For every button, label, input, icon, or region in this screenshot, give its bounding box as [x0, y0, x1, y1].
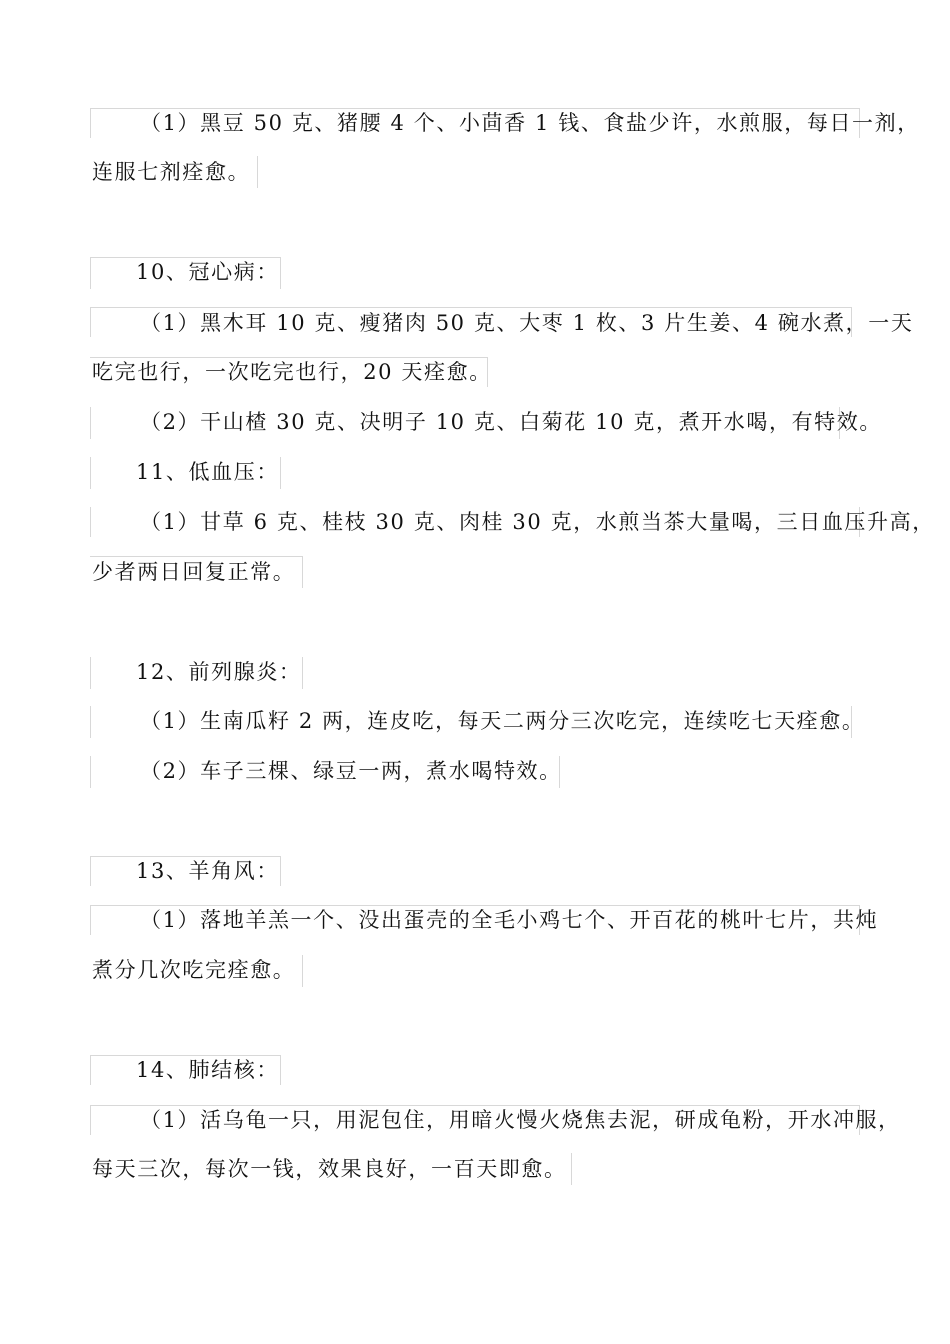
remedy-line-continued: 连服七剂痊愈。 — [92, 160, 251, 184]
remedy-line-continued: 少者两日回复正常。 — [92, 560, 296, 584]
section-heading: 14、肺结核： — [136, 1058, 279, 1082]
remedy-line: （1）落地羊羔一个、没出蛋壳的全毛小鸡七个、开百花的桃叶七片，共炖 — [140, 908, 879, 932]
remedy-line: （2）车子三棵、绿豆一两，煮水喝特效。 — [140, 759, 562, 783]
section-heading: 10、冠心病： — [136, 260, 279, 284]
remedy-line: （1）黑木耳 10 克、瘦猪肉 50 克、大枣 1 枚、3 片生姜、4 碗水煮，一天 — [140, 311, 914, 335]
remedy-line-continued: 吃完也行，一次吃完也行，20 天痊愈。 — [92, 360, 492, 384]
section-heading: 13、羊角风： — [136, 859, 279, 883]
section-heading: 12、前列腺炎： — [136, 660, 302, 684]
section-heading: 11、低血压： — [136, 460, 279, 484]
remedy-line-continued: 煮分几次吃完痊愈。 — [92, 958, 296, 982]
remedy-line-continued: 每天三次，每次一钱，效果良好，一百天即愈。 — [92, 1157, 567, 1181]
remedy-line: （2）干山楂 30 克、决明子 10 克、白菊花 10 克，煮开水喝，有特效。 — [140, 410, 882, 434]
remedy-line: （1）甘草 6 克、桂枝 30 克、肉桂 30 克，水煎当茶大量喝，三日血压升高， — [140, 510, 935, 534]
remedy-line: （1）生南瓜籽 2 两，连皮吃，每天二两分三次吃完，连续吃七天痊愈。 — [140, 709, 865, 733]
remedy-line: （1）黑豆 50 克、猪腰 4 个、小茴香 1 钱、食盐少许，水煎服，每日一剂， — [140, 111, 920, 135]
remedy-line: （1）活乌龟一只，用泥包住，用暗火慢火烧焦去泥，研成龟粉，开水冲服， — [140, 1108, 901, 1132]
